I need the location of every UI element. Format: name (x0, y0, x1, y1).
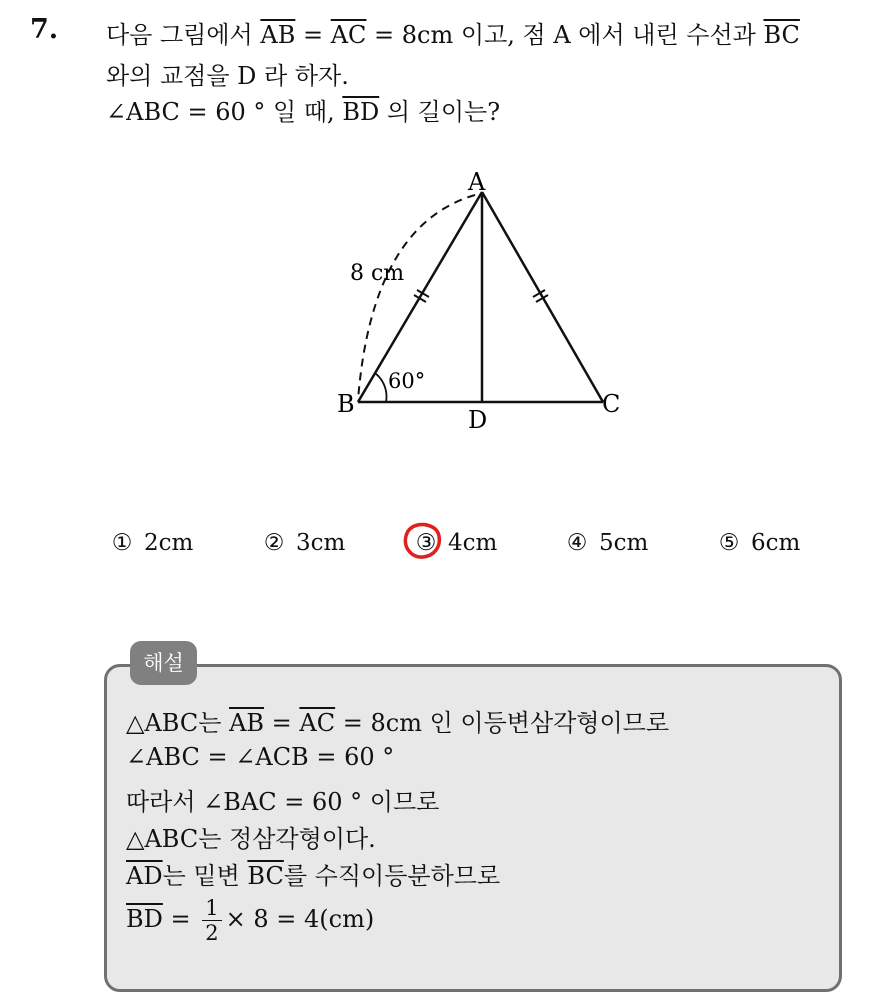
choice-3[interactable] (414, 530, 497, 556)
foot-label-d: D (468, 406, 488, 434)
fraction-denominator: 2 (205, 921, 219, 945)
segment-bc: $\overline{BC}$ (763, 21, 800, 49)
triangle-figure (300, 150, 640, 444)
segment-ab: $\overline{AB}$ (229, 709, 265, 737)
question-text: 의 길이는? (379, 98, 501, 126)
equals-sign: = (264, 709, 300, 737)
fraction-numerator: 1 (202, 896, 221, 921)
vertex-label-a: A (468, 168, 486, 196)
question-text: = 8cm 이고, 점 A 에서 내린 수선과 (366, 21, 764, 49)
solution-line-1 (126, 703, 669, 738)
solution-text: 는 밑변 (162, 862, 248, 890)
segment-ab: $\overline{AB}$ (260, 21, 296, 49)
question-line-3 (106, 92, 500, 127)
choice-marker: ② (263, 530, 285, 556)
solution-line-3: 따라서 ∠BAC = 60 ° 이므로 (126, 788, 440, 816)
side-ac (482, 192, 603, 402)
vertex-label-c: C (602, 390, 621, 418)
question-line-1 (106, 15, 800, 50)
question-line-2: 와의 교점을 D 라 하자. (106, 62, 349, 90)
solution-text: △ABC는 (126, 709, 230, 737)
segment-bd: $\overline{BD}$ (126, 905, 163, 933)
angle-arc-b (375, 373, 386, 402)
choice-text: 3cm (296, 530, 346, 556)
choice-text: 6cm (751, 530, 801, 556)
answer-ring-icon (402, 521, 444, 561)
angle-label: 60° (388, 369, 426, 393)
solution-text: 를 수직이등분하므로 (283, 862, 501, 890)
choice-marker: ④ (566, 530, 588, 556)
choice-marker: ① (111, 530, 133, 556)
choice-2[interactable] (262, 530, 345, 556)
question-text: 다음 그림에서 (106, 21, 261, 49)
equals-sign: = (162, 905, 199, 933)
choice-marker (414, 530, 438, 556)
solution-text: = 8cm 인 이등변삼각형이므로 (335, 709, 670, 737)
equals-sign: = (295, 21, 331, 49)
solution-line-4: △ABC는 정삼각형이다. (126, 825, 376, 853)
segment-ac: $\overline{AC}$ (299, 709, 336, 737)
choice-text: 4cm (448, 530, 498, 556)
answer-choices (0, 530, 884, 564)
choice-1[interactable] (110, 530, 193, 556)
choice-4[interactable] (565, 530, 648, 556)
choice-text: 5cm (599, 530, 649, 556)
solution-tab: 해설 (130, 641, 197, 685)
angle-condition: ∠ABC = 60 ° 일 때, (106, 98, 343, 126)
choice-marker: ⑤ (718, 530, 740, 556)
solution-text: × 8 = 4(cm) (225, 905, 375, 933)
solution-line-2: ∠ABC = ∠ACB = 60 ° (126, 743, 395, 771)
solution-line-6 (126, 896, 374, 945)
segment-ac: $\overline{AC}$ (330, 21, 367, 49)
choice-text: 2cm (144, 530, 194, 556)
segment-bc: $\overline{BC}$ (247, 862, 284, 890)
choice-5[interactable] (717, 530, 800, 556)
solution-line-5 (126, 856, 500, 891)
vertex-label-b: B (337, 390, 355, 418)
fraction-one-half (202, 896, 221, 945)
choice-marker-glyph: ③ (415, 530, 437, 556)
segment-bd: $\overline{BD}$ (342, 98, 380, 126)
question-number: 7. (30, 14, 59, 45)
segment-ad: $\overline{AD}$ (126, 862, 163, 890)
length-label: 8 cm (350, 261, 405, 286)
